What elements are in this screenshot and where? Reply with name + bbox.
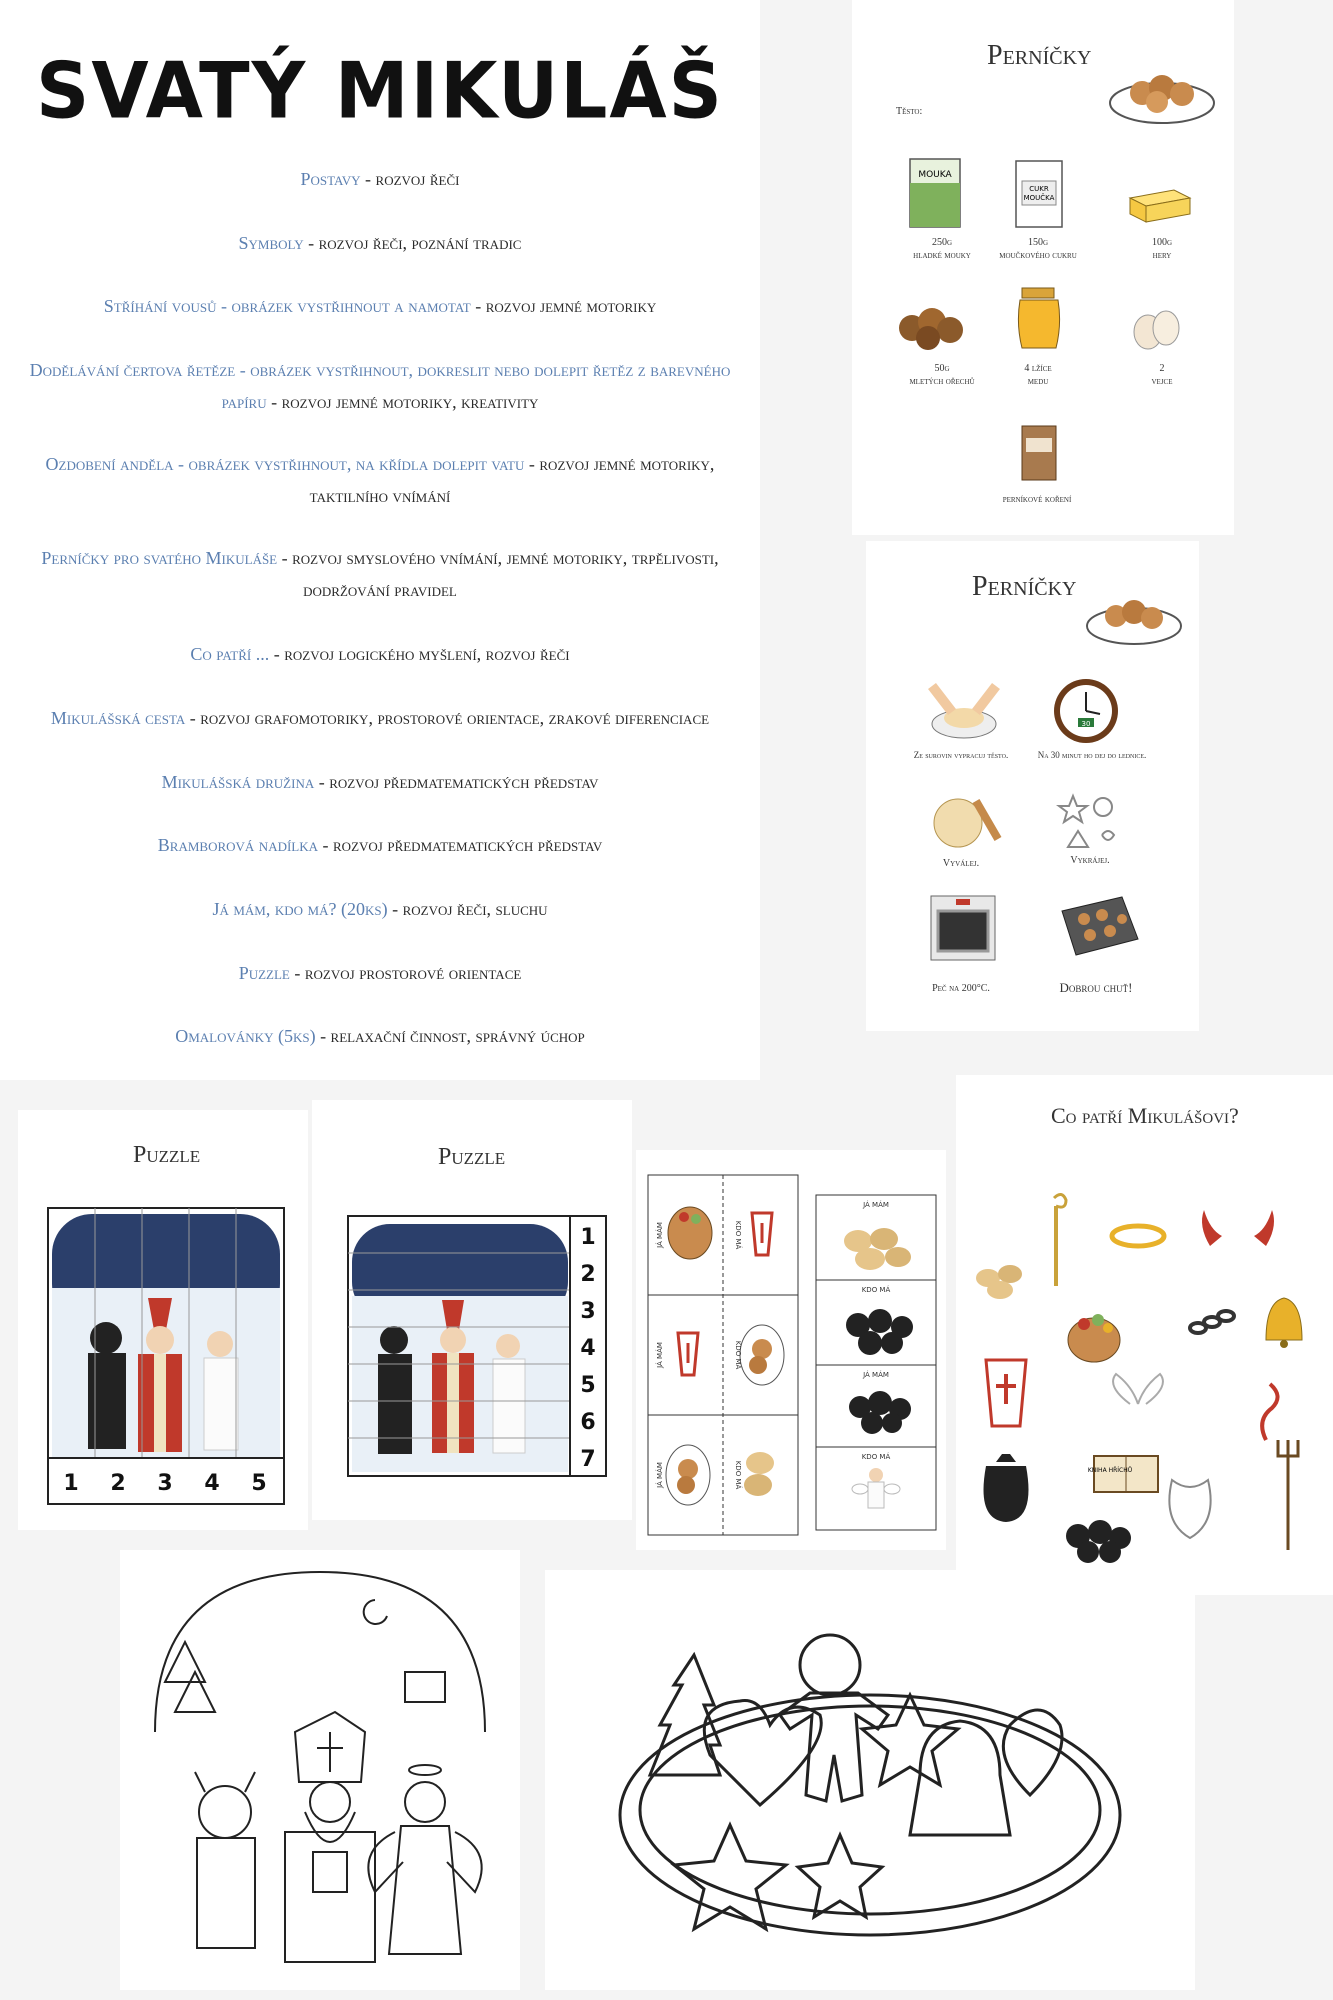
activity-item: [20, 893, 740, 925]
activity-name: Postavy: [300, 169, 361, 189]
activity-description: - rozvoj řeči, poznání tradic: [303, 233, 522, 253]
puzzle1-number-4: 4: [204, 1471, 220, 1496]
card-label-3: JÁ MÁM: [656, 1342, 664, 1368]
activity-item: [20, 354, 740, 418]
activity-name: Co patří ...: [190, 644, 270, 664]
baking-tray-icon: [1052, 891, 1142, 961]
coal-icon: [1066, 1520, 1131, 1563]
rolled-dough-icon: [926, 791, 1006, 851]
activity-description: - rozvoj řeči: [360, 169, 460, 189]
moon-outline: [364, 1600, 387, 1624]
puzzle1-number-1: 1: [63, 1471, 79, 1496]
activity-item: [20, 290, 740, 322]
activity-name: Já mám, kdo má? (20ks): [212, 899, 388, 919]
book-label: KNIHA HŘÍCHŮ: [1087, 1467, 1133, 1474]
recipe-steps-sheet: [866, 541, 1199, 1031]
puzzle-sheet-2: [312, 1100, 632, 1520]
activity-item: [20, 227, 740, 259]
coloring-characters-drawing: [135, 1562, 505, 1982]
activity-sheet: [0, 0, 760, 1080]
tree-cookie-outline: [650, 1655, 720, 1775]
cookie-card: [740, 1325, 784, 1385]
activity-description: - rozvoj smyslového vnímání, jemné motoriky, trpělivosti, dodržování pravidel: [277, 548, 719, 600]
puzzle-title-2: Puzzle: [438, 1144, 506, 1170]
honey-jar-icon: [1012, 284, 1066, 356]
mitre-card-2: [678, 1333, 698, 1375]
spice-bag-icon: [1016, 420, 1062, 486]
halo-icon: [1112, 1226, 1164, 1246]
activity-name: Mikulášská družina: [161, 772, 315, 792]
ingredient-nuts: 50g mletých ořechů: [909, 363, 975, 387]
puzzle-image-1: [48, 1208, 284, 1504]
puzzle1-number-2: 2: [110, 1471, 126, 1496]
potatoes-icon: [976, 1265, 1022, 1299]
activity-item: [20, 766, 740, 798]
ingredient-eggs: 2 vejce: [1151, 363, 1173, 387]
step-2: Na 30 minut ho dej do lednice.: [1037, 750, 1147, 760]
puzzle2-number-1: 1: [580, 1225, 596, 1250]
star-cookie-outline-3: [798, 1835, 882, 1917]
coloring-page-cookies: [545, 1570, 1195, 1990]
cookie-plate-icon: [1107, 58, 1217, 128]
activity-item: [20, 542, 740, 606]
kneading-hands-icon: [924, 676, 1004, 746]
ja-mam-kdo-ma-sheet: [636, 1150, 946, 1550]
puzzle2-number-7: 7: [580, 1447, 596, 1472]
chain-icon: [1190, 1311, 1234, 1333]
activity-description: - rozvoj jemné motoriky: [470, 296, 657, 316]
recipe-steps-title: Perníčky: [972, 571, 1077, 602]
activity-name: Bramborová nadílka: [157, 835, 319, 855]
ingredient-flour: 250g hladké mouky: [913, 237, 971, 261]
timer-label: 30: [1081, 720, 1091, 728]
plate-outline: [620, 1695, 1120, 1935]
activity-name: Mikulášská cesta: [50, 708, 186, 728]
house-outline: [405, 1672, 445, 1702]
crozier-icon: [1054, 1194, 1066, 1286]
ingredient-honey: 4 lžíce medu: [1024, 363, 1052, 387]
step-1: Ze surovin vypracuj těsto.: [913, 750, 1009, 760]
sack-icon: [984, 1454, 1029, 1522]
card-label-6: KDO MÁ: [734, 1460, 742, 1490]
activity-description: - rozvoj řeči, sluchu: [387, 899, 548, 919]
puzzle1-number-5: 5: [251, 1471, 267, 1496]
card-label-5: JÁ MÁM: [656, 1462, 664, 1488]
puzzle2-number-4: 4: [580, 1336, 596, 1361]
activity-name: Ozdobení anděla - obrázek vystřihnout, na křídla dolepit vatu: [45, 454, 525, 474]
bell-cookie-outline: [910, 1721, 1010, 1835]
activity-description: - rozvoj prostorové orientace: [289, 963, 522, 983]
clock-icon: [1051, 676, 1121, 746]
activity-name: Perníčky pro svatého Mikuláše: [41, 548, 278, 568]
sugar-package-icon: [1012, 155, 1068, 233]
card-label-9: JÁ MÁM: [863, 1371, 889, 1379]
card-label-2: KDO MÁ: [734, 1220, 742, 1250]
recipe-ingredients-sheet: [852, 0, 1234, 535]
activity-name: Dodělávání čertova řetěze - obrázek vystřihnout, dokreslit nebo dolepit řetěz z barevného papíru: [29, 360, 731, 412]
cookie-card-2: [666, 1445, 710, 1505]
activity-item: [20, 163, 740, 195]
cookie-cutters-icon: [1058, 791, 1128, 851]
step-4: Vykrájej.: [1070, 855, 1110, 866]
basket-icon: [1068, 1314, 1120, 1362]
card-label-7: JÁ MÁM: [863, 1201, 889, 1209]
coloring-page-characters: [120, 1550, 520, 1990]
activity-description: - rozvoj grafomotoriky, prostorové orientace, zrakové diferenciace: [185, 708, 710, 728]
activity-name: Puzzle: [238, 963, 290, 983]
activity-name: Stříhání vousů - obrázek vystřihnout a namotat: [103, 296, 471, 316]
activity-item: [20, 638, 740, 670]
oven-icon: [928, 893, 998, 963]
card-label-4: KDO MÁ: [734, 1340, 742, 1370]
dough-label: Těsto:: [896, 106, 923, 117]
activity-item: [20, 702, 740, 734]
activity-description: - relaxační činnost, správný úchop: [315, 1026, 585, 1046]
puzzle-title-1: Puzzle: [133, 1142, 201, 1168]
svg-text:MOUČKA: MOUČKA: [1023, 194, 1055, 202]
ingredient-sugar: 150g moučkového cukru: [999, 237, 1077, 261]
activity-description: - rozvoj předmatematických představ: [318, 835, 603, 855]
co-patri-sheet: [956, 1075, 1333, 1595]
step-3: Vyválej.: [942, 858, 980, 869]
puzzle2-number-3: 3: [580, 1299, 596, 1324]
cookie-plate-icon-2: [1084, 586, 1184, 648]
mitre-card: [752, 1213, 772, 1255]
puzzle1-number-3: 3: [157, 1471, 173, 1496]
beard-icon: [1169, 1480, 1210, 1538]
step-5: Peč na 200°C.: [932, 983, 990, 994]
book-icon: [1088, 1456, 1158, 1492]
bell-icon: [1266, 1298, 1302, 1348]
puzzle2-number-6: 6: [580, 1410, 596, 1435]
flour-package-icon: [906, 153, 966, 231]
activity-description: - rozvoj jemné motoriky, taktilního vnímání: [309, 454, 715, 506]
svg-text:CUKR: CUKR: [1029, 185, 1049, 193]
basket-card: [668, 1207, 712, 1259]
wings-icon: [1113, 1374, 1163, 1404]
page-title: SVATÝ MIKULÁŠ: [36, 45, 724, 137]
activity-item: [20, 829, 740, 861]
activity-item: [20, 448, 740, 512]
ingredient-spice: perníkové koření: [1002, 494, 1072, 505]
horns-icon: [1202, 1210, 1274, 1246]
puzzle-sheet-1: [18, 1110, 308, 1530]
flour-label: MOUKA: [918, 170, 952, 180]
heart-cookie-outline: [704, 1701, 821, 1806]
devil-figure: [88, 1322, 126, 1449]
symbols-collage: [966, 1190, 1326, 1590]
ingredient-butter: 100g hery: [1151, 237, 1173, 261]
activity-description: - rozvoj logického myšlení, rozvoj řeči: [269, 644, 570, 664]
activity-name: Omalovánky (5ks): [175, 1026, 316, 1046]
activity-item: [20, 957, 740, 989]
mitre-icon: [986, 1360, 1026, 1426]
card-label-8: KDO MÁ: [861, 1286, 891, 1294]
eggs-icon: [1128, 304, 1188, 352]
pitchfork-icon: [1278, 1440, 1298, 1550]
activity-description: - rozvoj předmatematických představ: [314, 772, 599, 792]
card-grid: [648, 1175, 948, 1535]
gingerbread-man-outline: [780, 1635, 888, 1801]
activity-name: Symboly: [238, 233, 304, 253]
coloring-cookies-drawing: [590, 1605, 1150, 1965]
card-label-10: KDO MÁ: [861, 1453, 891, 1461]
puzzle-image-2: [348, 1216, 606, 1476]
card-label-1: JÁ MÁM: [656, 1222, 664, 1248]
step-6: Dobrou chuť!: [1059, 980, 1133, 995]
puzzle2-number-2: 2: [580, 1262, 596, 1287]
butter-icon: [1124, 178, 1200, 228]
recipe-title: Perníčky: [987, 40, 1092, 71]
co-patri-title: Co patří Mikulášovi?: [1051, 1103, 1239, 1128]
walnuts-icon: [892, 298, 972, 354]
trees-outline: [165, 1642, 215, 1712]
puzzle2-number-5: 5: [580, 1373, 596, 1398]
devil-tail-icon: [1262, 1384, 1277, 1440]
activity-item: [20, 1020, 740, 1052]
activity-description: - rozvoj jemné motoriky, kreativity: [266, 392, 539, 412]
